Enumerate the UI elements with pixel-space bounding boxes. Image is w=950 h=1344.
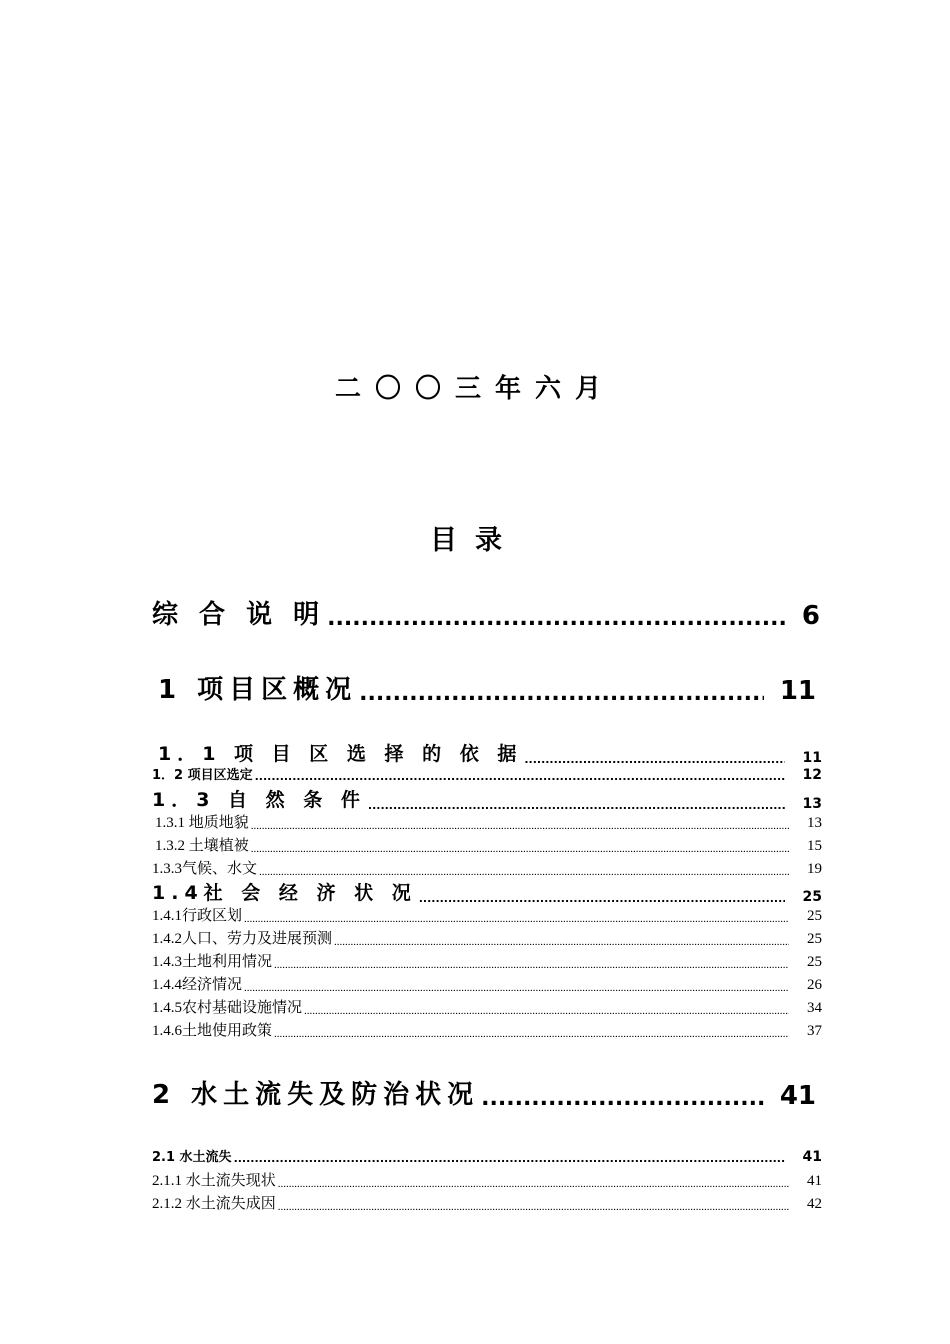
toc-entry-label: 1.4社 会 经 济 状 况 [152,882,417,904]
toc-leader [481,1086,764,1111]
toc-entry-1-4-5[interactable] [152,996,822,1017]
toc-entry-page: 13 [802,796,822,812]
toc-entry-2-1-2[interactable] [152,1192,822,1213]
toc-entry-label: 1.4.6土地使用政策 [152,1023,273,1039]
toc-entry-label: 2.1 水土流失 [152,1150,232,1165]
toc-entry-label: 1．2 项目区选定 [152,768,253,783]
toc-leader [244,982,789,994]
toc-leader [334,936,789,948]
toc-entry-label: 1.4.4经济情况 [152,977,243,993]
toc-leader [244,913,789,925]
toc-entry-label: 1.3.3气候、水文 [152,861,258,877]
toc-entry-page: 26 [807,977,822,993]
toc-entry-page: 25 [807,931,822,947]
toc-leader [327,606,786,631]
toc-leader [255,770,785,783]
toc-entry-label: 1.4.5农村基础设施情况 [152,1000,303,1016]
toc-entry-page: 34 [807,1000,822,1016]
toc-entry-page: 25 [807,908,822,924]
cover-date: 二〇〇三年六月 [334,374,615,404]
toc-title: 目录 [430,525,520,556]
toc-entry-page: 41 [779,1081,816,1111]
toc-leader [278,1178,789,1190]
toc-leader [251,820,789,832]
toc-entry-label: 1．3 自 然 条 件 [152,789,366,811]
toc-entry-label: 1 项目区概况 [158,675,358,705]
toc-entry-page: 42 [807,1196,822,1212]
toc-entry-label: 2.1.2 水土流失成因 [152,1196,276,1212]
toc-entry-1-4-3[interactable] [152,950,822,971]
toc-entry-label: 1．1 项 目 区 选 择 的 依 据 [158,743,523,765]
toc-entry-comprehensive-description[interactable] [152,594,820,631]
toc-entry-label: 1.3.2 土壤植被 [155,838,249,854]
toc-leader [274,1028,789,1040]
toc-entry-label: 2 水土流失及防治状况 [152,1080,480,1110]
toc-entry-page: 11 [779,676,816,706]
toc-entry-1-1[interactable] [158,739,822,766]
toc-entry-page: 12 [802,767,822,783]
toc-entry-2-1-1[interactable] [152,1169,822,1190]
toc-entry-1-3-3[interactable] [152,857,822,878]
toc-leader [234,1152,785,1165]
toc-leader [251,843,789,855]
toc-entry-1-4-2[interactable] [152,927,822,948]
toc-entry-page: 19 [807,861,822,877]
toc-entry-page: 25 [802,889,822,905]
toc-entry-label: 综 合 说 明 [152,600,326,630]
toc-leader [304,1005,789,1017]
toc-entry-1-2[interactable] [152,764,822,783]
toc-entry-label: 2.1.1 水土流失现状 [152,1173,276,1189]
toc-entry-chapter-2[interactable] [152,1074,816,1111]
toc-entry-page: 6 [801,601,820,631]
toc-entry-page: 11 [802,750,822,766]
toc-leader [274,959,789,971]
toc-entry-chapter-1[interactable] [158,669,816,706]
toc-leader [259,866,789,878]
toc-entry-1-4-4[interactable] [152,973,822,994]
toc-entry-1-4-1[interactable] [152,904,822,925]
toc-entry-1-4[interactable] [152,878,822,905]
toc-entry-label: 1.4.3土地利用情况 [152,954,273,970]
toc-entry-label: 1.4.1行政区划 [152,908,243,924]
toc-leader [359,681,764,706]
toc-entry-page: 41 [802,1149,822,1165]
toc-entry-page: 15 [807,838,822,854]
toc-entry-label: 1.4.2人口、劳力及进展预测 [152,931,333,947]
toc-entry-1-4-6[interactable] [152,1019,822,1040]
toc-entry-1-3-2[interactable] [155,834,822,855]
toc-entry-1-3[interactable] [152,785,822,812]
toc-entry-page: 13 [807,815,822,831]
toc-entry-page: 37 [807,1023,822,1039]
toc-entry-page: 25 [807,954,822,970]
toc-entry-label: 1.3.1 地质地貌 [155,815,249,831]
toc-entry-2-1[interactable] [152,1146,822,1165]
toc-entry-1-3-1[interactable] [155,811,822,832]
toc-leader [278,1201,789,1213]
toc-entry-page: 41 [807,1173,822,1189]
